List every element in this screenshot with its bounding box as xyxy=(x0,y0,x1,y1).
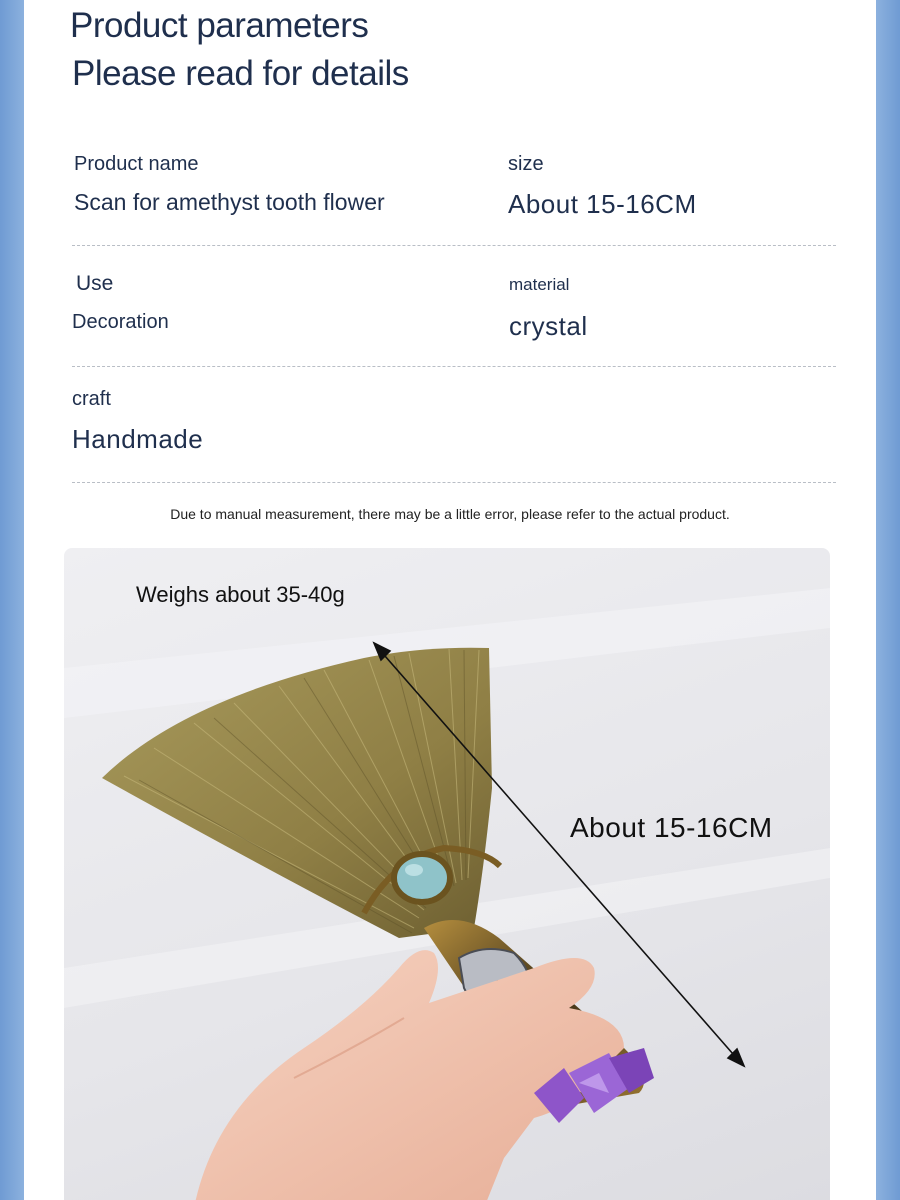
use-value: Decoration xyxy=(72,311,169,333)
size-label: size xyxy=(508,153,544,175)
broom-illustration xyxy=(64,548,830,1200)
size-value: About 15-16CM xyxy=(508,189,697,219)
left-frame xyxy=(0,0,24,1200)
divider xyxy=(72,366,836,367)
page-subtitle: Please read for details xyxy=(72,54,409,93)
craft-value: Handmade xyxy=(72,424,204,454)
craft-label: craft xyxy=(72,388,111,410)
product-name-value: Scan for amethyst tooth flower xyxy=(74,189,385,215)
blue-stone xyxy=(394,854,450,902)
product-photo xyxy=(64,548,830,1200)
use-label: Use xyxy=(76,272,114,295)
right-frame xyxy=(876,0,900,1200)
divider xyxy=(72,482,836,483)
material-label: material xyxy=(509,275,570,294)
page-title: Product parameters xyxy=(70,6,369,45)
measurement-note: Due to manual measurement, there may be a little error, please refer to the actual product. xyxy=(170,506,730,522)
product-name-label: Product name xyxy=(74,153,199,175)
material-value: crystal xyxy=(509,311,588,341)
weight-annotation: Weighs about 35-40g xyxy=(136,582,345,607)
divider xyxy=(72,245,836,246)
product-parameters-card xyxy=(24,0,876,1200)
size-annotation: About 15-16CM xyxy=(570,812,773,843)
